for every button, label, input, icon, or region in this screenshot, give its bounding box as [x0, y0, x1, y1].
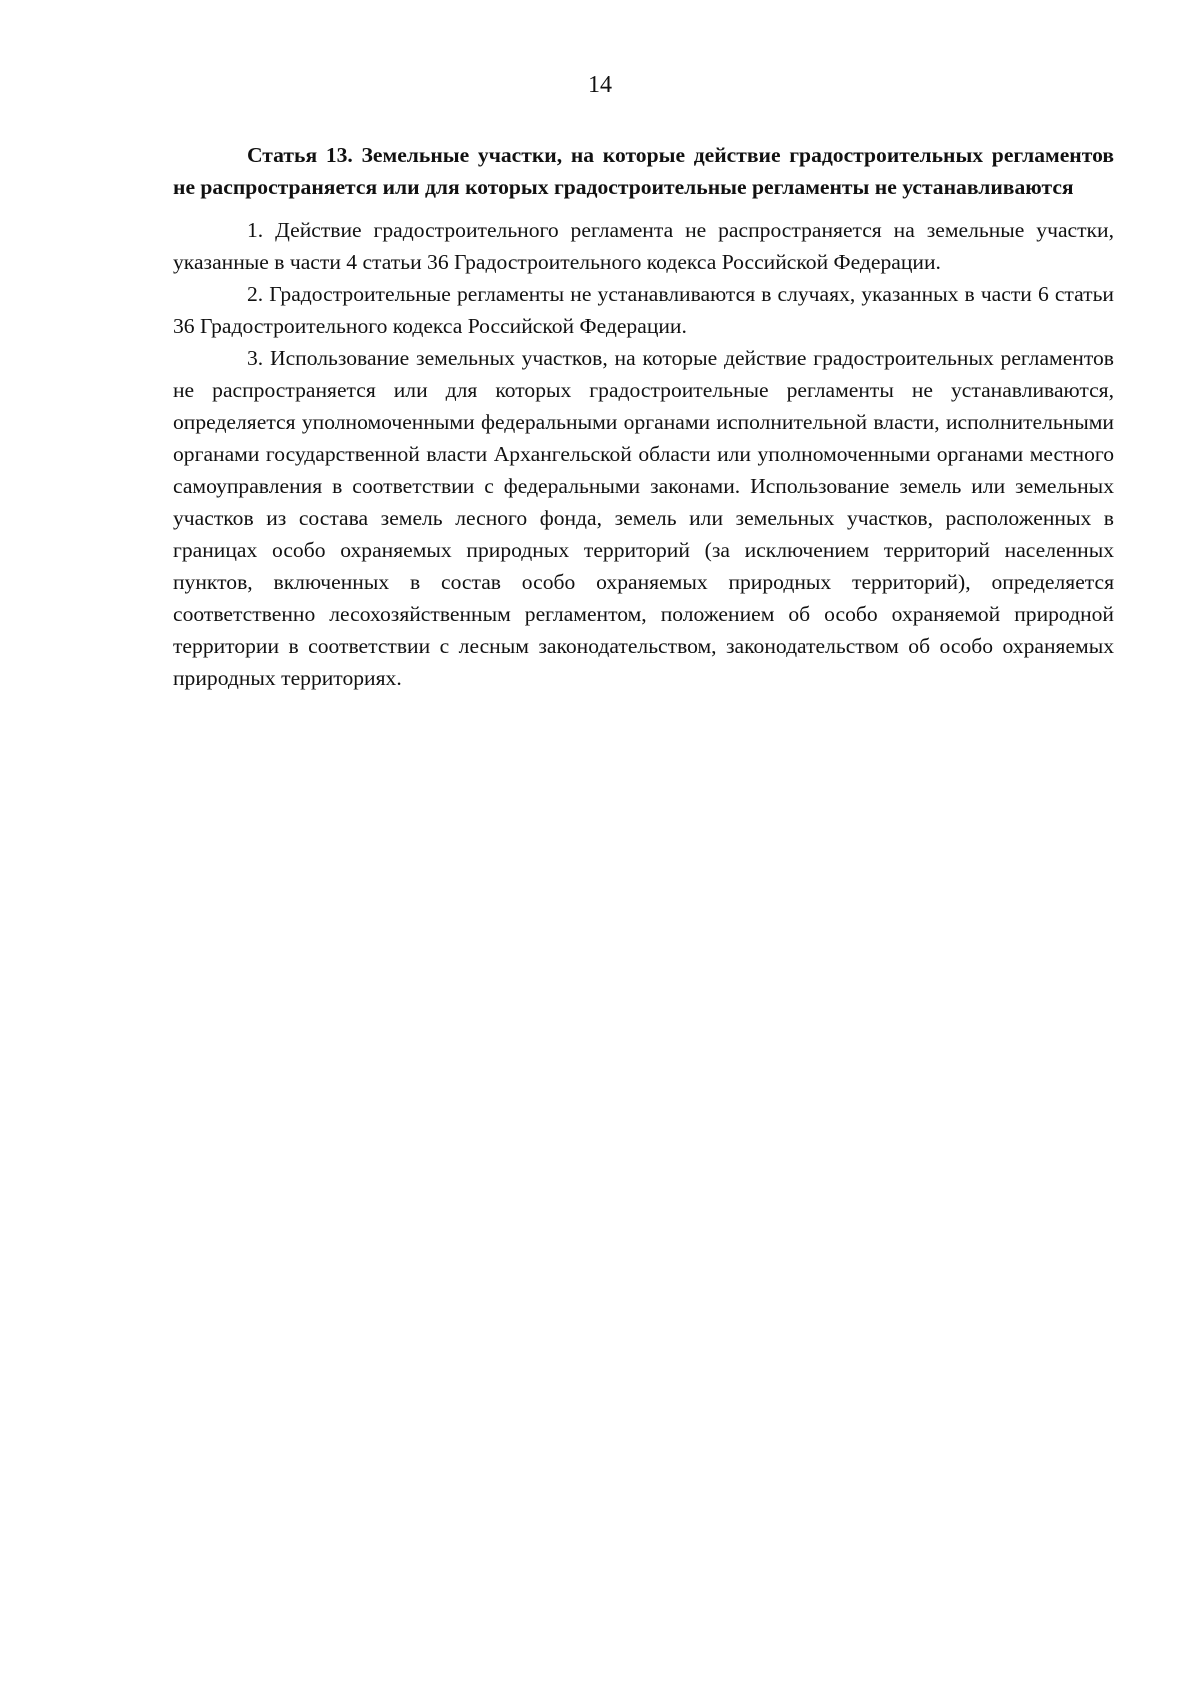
- page-number: 14: [588, 72, 612, 98]
- article-paragraph-2: 2. Градостроительные регламенты не устанавливаются в случаях, указанных в части 6 статьи 36 Градостроительного кодекса Российской Федерации.: [173, 282, 1114, 338]
- article-title: Статья 13. Земельные участки, на которые действие градостроительных регламентов не распространяется или для которых градостроительные регламенты не устанавливаются: [173, 143, 1114, 199]
- article-paragraph-1: 1. Действие градостроительного регламента не распространяется на земельные участки, указанные в части 4 статьи 36 Градостроительного кодекса Российской Федерации.: [173, 218, 1114, 274]
- article-body: [173, 139, 1114, 694]
- article-paragraph-3: 3. Использование земельных участков, на которые действие градостроительных регламентов не распространяется или для которых градостроительные регламенты не устанавливаются, определяется уполномоченными федеральными органами исполнительной власти, исполнительными органами государственной власти Архангельской области или уполномоченными органами местного самоуправления в соответствии с федеральными законами. Использование земель или земельных участков из состава земель лесного фонда, земель или земельных участков, расположенных в границах особо охраняемых природных территорий (за исключением территорий населенных пунктов, включенных в состав особо охраняемых природных территорий), определяется соответственно лесохозяйственным регламентом, положением об особо охраняемой природной территории в соответствии с лесным законодательством, законодательством об особо охраняемых природных территориях.: [173, 346, 1114, 690]
